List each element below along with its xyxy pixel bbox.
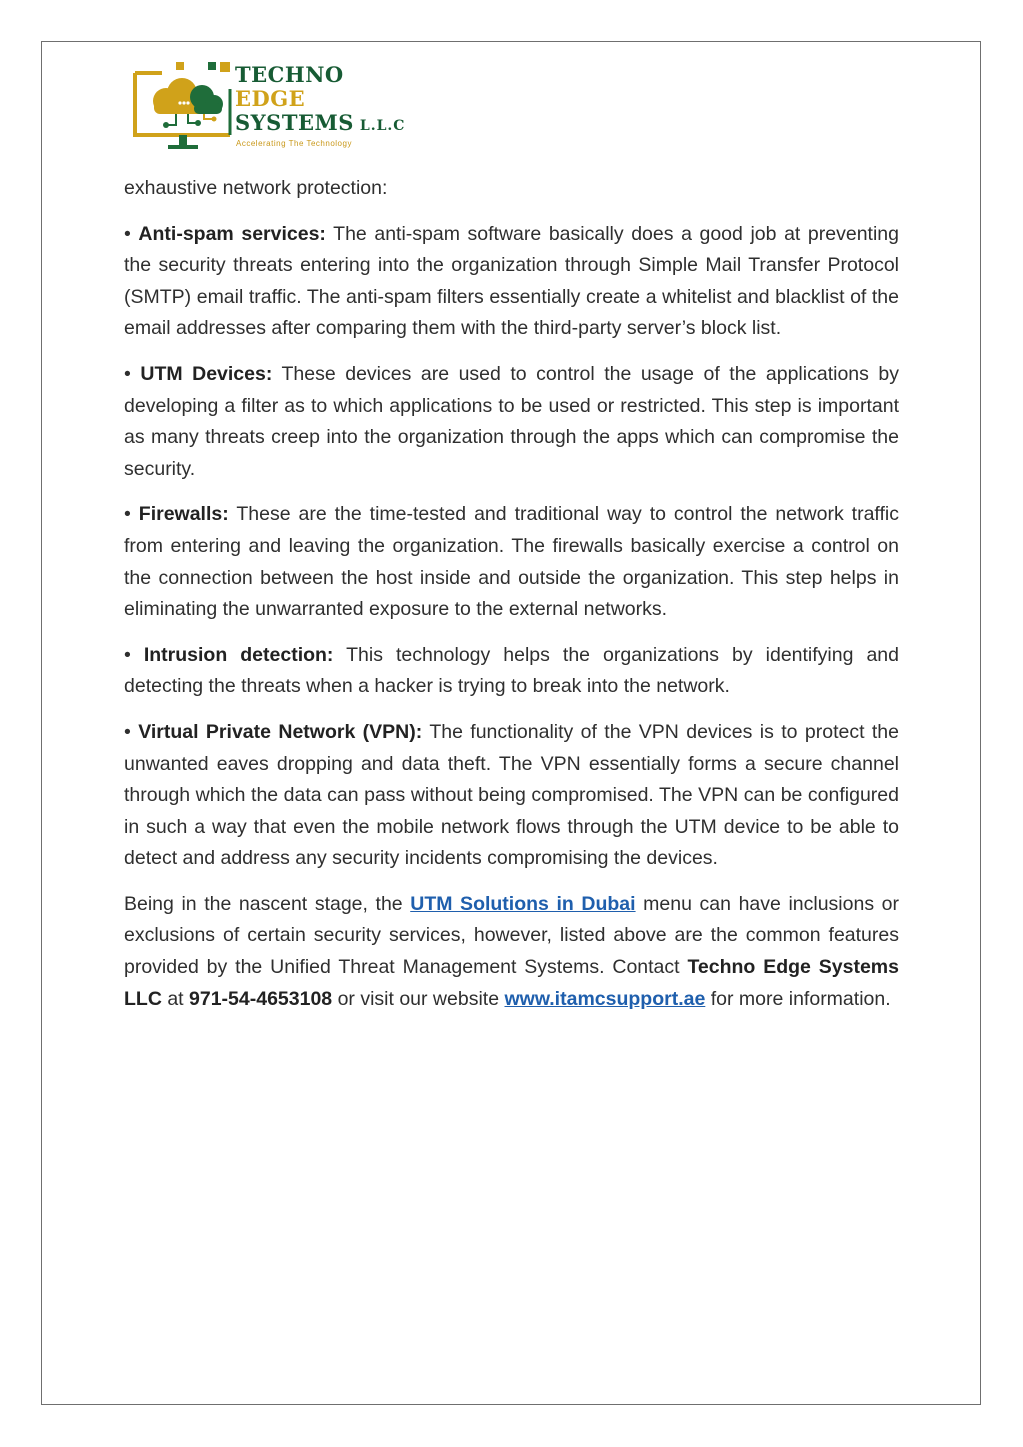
bullet-marker: • [124,643,131,666]
logo-tagline: Accelerating The Technology [236,139,352,148]
company-logo [132,59,432,155]
utm-solutions-link[interactable]: UTM Solutions in Dubai [410,892,636,915]
bullet-intrusion-detection [124,640,899,703]
logo-llc-suffix: L.L.C [359,118,406,134]
closing-paragraph [124,889,899,1015]
closing-text-2: menu can have inclusions or exclusions of certain security services, however, listed above are the common features provided by the Unified Threat Management Systems. Contact [124,892,899,979]
bullet-term: Virtual Private Network (VPN): [138,720,423,743]
bullet-term: Firewalls: [138,503,229,526]
bullet-term: UTM Devices: [140,362,273,385]
company-name: Techno Edge Systems LLC [124,956,899,1010]
bullet-text: This technology helps the organizations by identifying and detecting the threats when a hacker is trying to break into the network. [124,643,899,698]
logo-line-edge: EDGE [235,86,306,111]
bullet-text: The functionality of the VPN devices is to protect the unwanted eaves dropping and data theft. The VPN essentially forms a secure channel through which the data can pass without being compromised. The VPN can be configured in such a way that even the mobile network flows through the UTM device to be able to detect and address any security incidents compromising the devices. [124,720,899,870]
closing-text-5: for more information. [710,987,891,1010]
bullet-anti-spam [124,219,899,345]
bullet-text: These are the time-tested and traditional way to control the network traffic from entering and leaving the organization. The firewalls basically exercise a control on the connection between the host inside and outside the organization. This step helps in eliminating the unwarranted exposure to the external networks. [124,503,899,621]
bullet-marker: • [124,362,131,385]
logo-line-systems [235,111,435,138]
logo-wordmark [235,63,435,148]
phone-number: 971-54-4653108 [189,987,333,1010]
logo-systems-text: SYSTEMS [235,110,354,135]
logo-line-techno: TECHNO [235,62,344,87]
bullet-text: The anti-spam software basically does a good job at preventing the security threats entering into the organization through Simple Mail Transfer Protocol (SMTP) email traffic. The anti-spam filters essentially create a whitelist and blacklist of the email addresses after comparing them with the third-party server’s block list. [124,222,899,340]
bullet-marker: • [124,720,131,743]
bullet-term: Intrusion detection: [143,643,334,666]
closing-text-3: at [167,987,184,1010]
bullet-utm-devices [124,359,899,485]
lead-paragraph: exhaustive network protection: [124,177,388,199]
document-body [124,173,899,1029]
bullet-term: Anti-spam services: [138,222,326,245]
closing-text-1: Being in the nascent stage, the [124,892,403,915]
bullet-text: These devices are used to control the usage of the applications by developing a filter as to which applications to be used or restricted. This step is important as many threats creep into the organization through the apps which can compromise the security. [124,362,900,480]
bullet-marker: • [124,503,131,526]
bullet-firewalls [124,499,899,625]
closing-text-4: or visit our website [337,987,500,1010]
bullet-vpn [124,717,899,875]
cloud-monitor-logo-icon [132,59,238,153]
bullet-marker: • [124,222,131,245]
website-link[interactable]: www.itamcsupport.ae [504,987,706,1010]
